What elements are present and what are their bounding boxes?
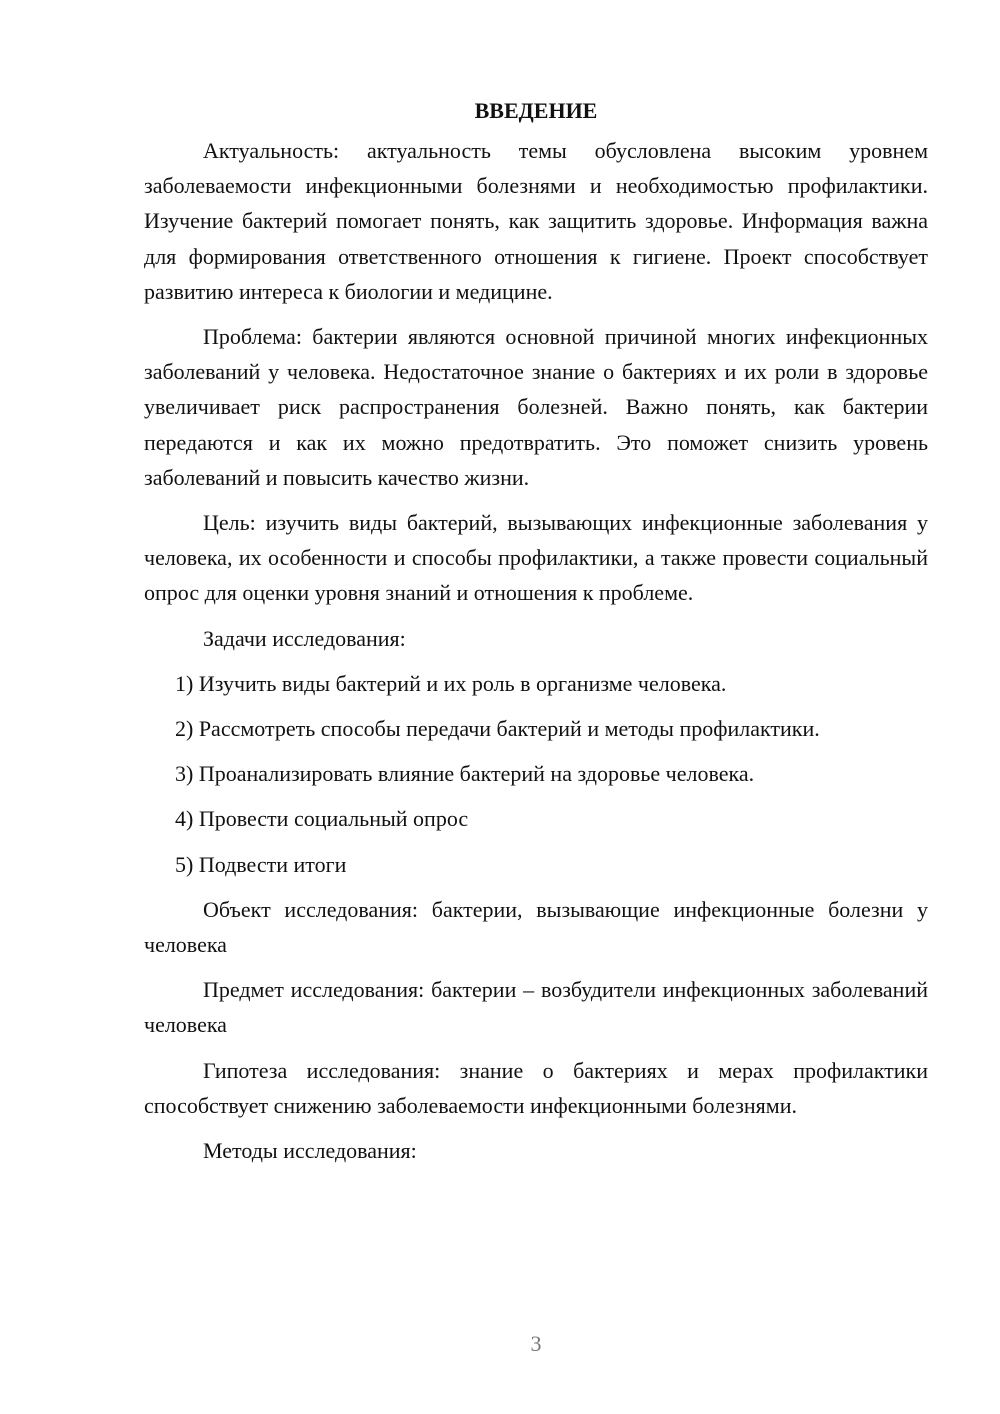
tasks-heading: Задачи исследования: bbox=[203, 625, 406, 651]
research-object-paragraph: Объект исследования: бактерии, вызывающие инфекционные болезни у человека bbox=[144, 896, 928, 958]
research-subject-paragraph: Предмет исследования: бактерии – возбудители инфекционных заболеваний человека bbox=[144, 977, 928, 1038]
document-body bbox=[144, 96, 928, 1178]
hypothesis-paragraph: Гипотеза исследования: знание о бактериях и мерах профилактики способствует снижению заболеваемости инфекционными болезнями. bbox=[144, 1057, 928, 1118]
page-number: 3 bbox=[530, 1331, 542, 1356]
task-item: 4) Провести социальный опрос bbox=[175, 806, 469, 832]
task-item: 3) Проанализировать влияние бактерий на здоровье человека. bbox=[175, 761, 755, 787]
goal-paragraph: Цель: изучить виды бактерий, вызывающих инфекционные заболевания у человека, их особенности и способы профилактики, а также провести социальный опрос для оценки уровня знаний и отношения к проблеме. bbox=[144, 510, 928, 606]
task-item: 5) Подвести итоги bbox=[175, 851, 347, 877]
task-item: 1) Изучить виды бактерий и их роль в организме человека. bbox=[175, 670, 727, 696]
tasks-list bbox=[144, 666, 928, 882]
relevance-paragraph: Актуальность: актуальность темы обусловлена высоким уровнем заболеваемости инфекционными болезнями и необходимостью профилактики. Изучение бактерий помогает понять, как защитить здоровье. Информация важна для формирования ответственного отношения к гигиене. Проект способствует развитию интереса к биологии и медицине. bbox=[144, 138, 928, 304]
problem-paragraph: Проблема: бактерии являются основной причиной многих инфекционных заболеваний у человека. Недостаточное знание о бактериях и их роли в здоровье увеличивает риск распространения болезней. Важно понять, как бактерии передаются и как их можно предотвратить. Это поможет снизить уровень заболеваний и повысить качество жизни. bbox=[144, 324, 928, 490]
page-title: ВВЕДЕНИЕ bbox=[474, 98, 598, 123]
methods-heading: Методы исследования: bbox=[203, 1138, 417, 1164]
task-item: 2) Рассмотреть способы передачи бактерий и методы профилактики. bbox=[175, 716, 820, 742]
